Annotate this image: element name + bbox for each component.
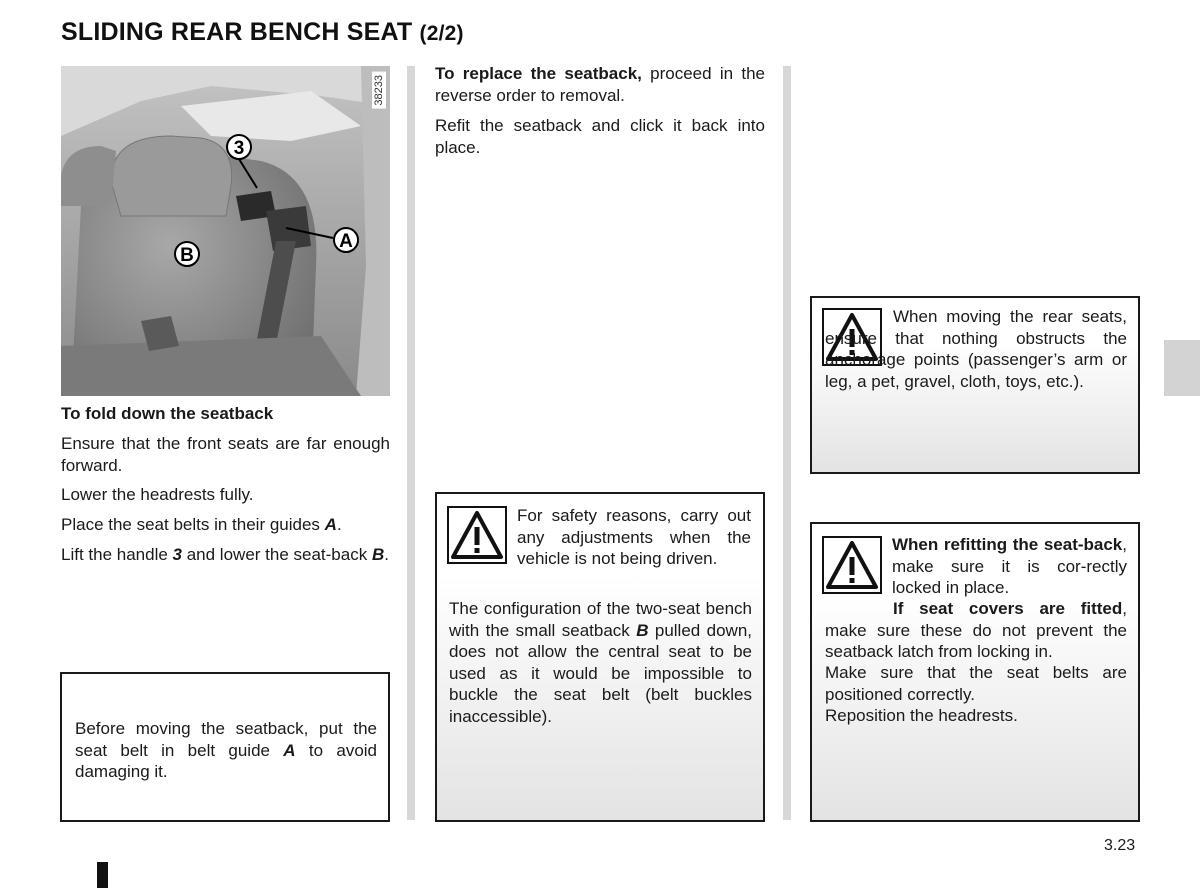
note-ref-a: A	[283, 740, 296, 760]
seat-photo	[61, 66, 390, 396]
ref-seatback-b: B	[371, 545, 385, 564]
fold-heading: To fold down the seatback	[61, 404, 274, 423]
configuration-ref-b: B	[636, 620, 649, 640]
fold-step-2: Lower the headrests fully.	[61, 485, 254, 504]
svg-text:A: A	[339, 231, 353, 252]
column-divider-right	[783, 66, 791, 820]
page-number: 3.23	[1104, 837, 1136, 854]
column-divider-left	[407, 66, 415, 820]
svg-text:3: 3	[233, 138, 245, 159]
fold-step-4-end: .	[384, 545, 389, 564]
svg-text:B: B	[180, 245, 194, 266]
warning-icon-wrap-3	[822, 536, 882, 594]
warning-triangle-icon	[822, 536, 882, 594]
page-title-text: SLIDING REAR BENCH SEAT	[61, 18, 413, 46]
seat-belts-text: Make sure that the seat belts are positioned correctly.	[825, 663, 1127, 704]
ref-handle-3: 3	[172, 545, 182, 564]
page-edge-marker	[97, 862, 108, 888]
replace-seatback-heading: To replace the seatback,	[435, 64, 642, 83]
refitting-text	[892, 534, 1127, 599]
note-text	[75, 718, 377, 783]
rear-seats-warning-text: When moving the rear seats, ensure that nothing obstructs the anchorage points (passenger’s arm or leg, a pet, gravel, cloth, toys, etc.).	[825, 307, 1127, 391]
headrests-text: Reposition the headrests.	[825, 706, 1018, 725]
page-title	[61, 18, 464, 47]
note-box	[60, 672, 390, 822]
fold-step-3	[61, 514, 390, 536]
replace-seatback-text	[435, 63, 765, 106]
warning-triangle-icon	[447, 506, 507, 564]
fold-step-3-text: Place the seat belts in their guides	[61, 515, 325, 534]
fold-step-4-mid: and lower the seat-back	[182, 545, 372, 564]
warning-icon-wrap	[447, 506, 507, 564]
refitting-warning-box	[810, 522, 1140, 822]
rear-seats-warning-box	[810, 296, 1140, 474]
configuration-text-pre: The configuration of the two-seat bench with the small seatback	[449, 599, 752, 640]
figure-code: 38233	[372, 72, 386, 109]
seat-photo-illustration	[61, 66, 390, 396]
refit-seatback-text: Refit the seatback and click it back into place.	[435, 116, 765, 157]
callout-b	[175, 242, 199, 266]
note-text-post: to avoid damaging it.	[75, 740, 377, 781]
page-title-subtitle: (2/2)	[419, 22, 464, 45]
ref-guide-a: A	[324, 515, 337, 534]
seat-covers-rest: , make sure these do not prevent the seatback latch from locking in.	[825, 599, 1127, 661]
chapter-tab-marker	[1164, 340, 1200, 396]
refitting-heading: When refitting the seat-back	[892, 535, 1123, 554]
safety-warning-box	[435, 492, 765, 822]
refitting-rest: , make sure it is cor-rectly locked in place.	[892, 535, 1127, 597]
fold-step-4	[61, 544, 390, 566]
fold-step-1: Ensure that the front seats are far enough forward.	[61, 434, 390, 475]
seat-covers-text	[825, 598, 1127, 663]
seat-covers-heading: If seat covers are fitted	[893, 599, 1123, 618]
safety-warning-text: For safety reasons, carry out any adjustments when the vehicle is not being driven.	[517, 506, 751, 568]
note-text-pre: Before moving the seatback, put the seat belt in belt guide	[75, 719, 377, 760]
configuration-text-post: pulled down, does not allow the central seat to be used as it would be impossible to buckle the seat belt (belt buckles inaccessible).	[449, 620, 753, 726]
fold-step-4-text: Lift the handle	[61, 545, 173, 564]
callout-3	[227, 135, 251, 159]
configuration-text	[449, 598, 752, 727]
fold-step-3-end: .	[336, 515, 342, 534]
callout-a	[334, 228, 358, 252]
replace-seatback-rest: proceed in the reverse order to removal.	[435, 64, 765, 105]
